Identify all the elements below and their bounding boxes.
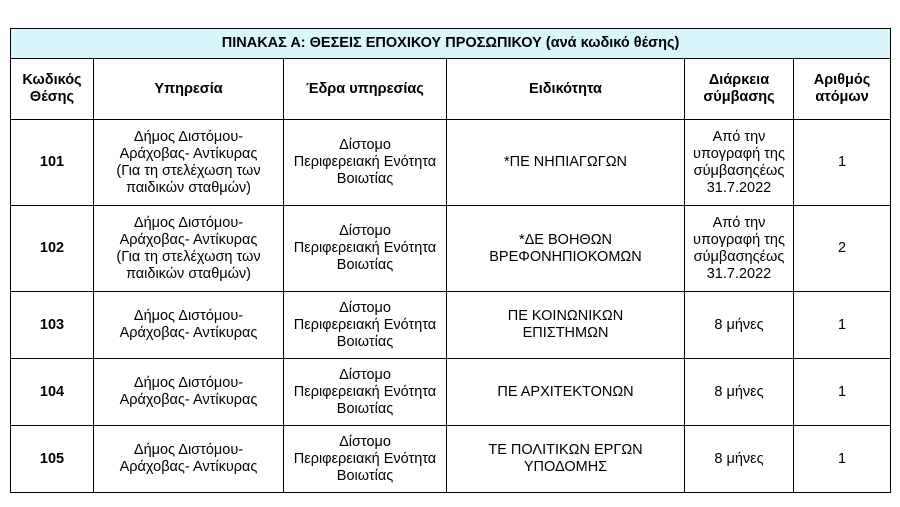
cell-position-code: 102: [11, 206, 94, 292]
cell-line: 31.7.2022: [706, 265, 772, 282]
header-contract-duration: [685, 59, 794, 120]
cell-specialty: [447, 359, 685, 426]
cell-line: (Για τη στελέχωση των: [116, 162, 261, 179]
cell-line: Δήμος Διστόμου-: [133, 128, 244, 145]
cell-line: *ΠΕ ΝΗΠΙΑΓΩΓΩΝ: [503, 154, 628, 170]
cell-position-code: 105: [11, 426, 94, 493]
cell-line: παιδικών σταθμών): [125, 265, 252, 282]
cell-line: Αράχοβας- Αντίκυρας: [119, 145, 258, 162]
cell-service-seat: [284, 426, 447, 493]
cell-line: *ΔΕ ΒΟΗΘΩΝ: [518, 231, 613, 248]
cell-service-seat: [284, 206, 447, 292]
cell-line: ΤΕ ΠΟΛΙΤΙΚΩΝ ΕΡΓΩΝ: [488, 442, 643, 458]
cell-line: 8 μήνες: [714, 316, 764, 333]
cell-line: Δίστομο: [339, 223, 391, 239]
cell-service: [94, 359, 284, 426]
cell-service-seat: [284, 359, 447, 426]
cell-line: Δήμος Διστόμου-: [133, 214, 244, 231]
table-row: [11, 292, 891, 359]
table-row: [11, 206, 891, 292]
header-specialty: Ειδικότητα: [447, 59, 685, 120]
cell-specialty: [447, 120, 685, 206]
cell-service: [94, 206, 284, 292]
table-row: [11, 359, 891, 426]
table-title-row: [11, 29, 891, 59]
header-line: Διάρκεια: [708, 72, 770, 88]
cell-line: Βοιωτίας: [336, 171, 394, 187]
cell-line: Βοιωτίας: [336, 400, 394, 417]
header-line: Αριθμός: [813, 72, 871, 88]
cell-line: Δίστομο: [339, 137, 391, 153]
header-position-code: [11, 59, 94, 120]
cell-line: Αράχοβας- Αντίκυρας: [119, 325, 258, 341]
cell-line: σύμβασηςέως: [693, 248, 785, 265]
cell-service-seat: [284, 292, 447, 359]
cell-line: Περιφερειακή Ενότητα: [293, 154, 437, 170]
cell-line: ΠΕ ΚΟΙΝΩΝΙΚΩΝ: [507, 308, 624, 324]
cell-specialty: [447, 206, 685, 292]
cell-line: υπογραφή της: [693, 145, 785, 162]
cell-line: παιδικών σταθμών): [125, 179, 252, 196]
cell-line: Αράχοβας- Αντίκυρας: [119, 392, 258, 408]
table-body: [11, 120, 891, 493]
cell-number-of-persons: 2: [794, 206, 891, 292]
header-line: Κωδικός: [22, 72, 82, 88]
cell-line: Περιφερειακή Ενότητα: [293, 240, 437, 256]
cell-line: Αράχοβας- Αντίκυρας: [119, 459, 258, 475]
cell-position-code: 101: [11, 120, 94, 206]
cell-number-of-persons: 1: [794, 292, 891, 359]
header-line: ατόμων: [815, 89, 869, 105]
cell-position-code: 103: [11, 292, 94, 359]
cell-line: Από την: [712, 214, 766, 231]
cell-line: (Για τη στελέχωση των: [116, 248, 261, 265]
cell-line: 8 μήνες: [714, 383, 764, 400]
cell-service: [94, 292, 284, 359]
cell-line: Δήμος Διστόμου-: [133, 308, 244, 324]
cell-position-code: 104: [11, 359, 94, 426]
cell-line: 8 μήνες: [714, 450, 764, 467]
cell-contract-duration: [685, 120, 794, 206]
cell-line: Περιφερειακή Ενότητα: [293, 383, 437, 400]
cell-line: Βοιωτίας: [336, 467, 394, 484]
cell-number-of-persons: 1: [794, 359, 891, 426]
cell-line: Βοιωτίας: [336, 333, 394, 350]
table-row: [11, 426, 891, 493]
cell-service: [94, 426, 284, 493]
cell-line: ΠΕ ΑΡΧΙΤΕΚΤΟΝΩΝ: [497, 383, 634, 400]
header-service: Υπηρεσία: [94, 59, 284, 120]
cell-line: ΒΡΕΦΟΝΗΠΙΟΚΟΜΩΝ: [489, 248, 642, 265]
cell-line: Περιφερειακή Ενότητα: [293, 316, 437, 333]
cell-line: Δήμος Διστόμου-: [133, 375, 244, 391]
cell-contract-duration: [685, 292, 794, 359]
cell-specialty: [447, 426, 685, 493]
header-number-of-persons: [794, 59, 891, 120]
cell-service-seat: [284, 120, 447, 206]
cell-line: Δίστομο: [339, 433, 391, 450]
cell-line: Από την: [712, 128, 766, 145]
table-row: [11, 120, 891, 206]
header-service-seat: Έδρα υπηρεσίας: [284, 59, 447, 120]
cell-line: ΥΠΟΔΟΜΗΣ: [523, 459, 608, 475]
cell-contract-duration: [685, 359, 794, 426]
table-title: ΠΙΝΑΚΑΣ Α: ΘΕΣΕΙΣ ΕΠΟΧΙΚΟΥ ΠΡΟΣΩΠΙΚΟΥ (ανά κωδικό θέσης): [11, 29, 891, 59]
cell-line: Δίστομο: [339, 366, 391, 383]
cell-service: [94, 120, 284, 206]
cell-line: ΕΠΙΣΤΗΜΩΝ: [522, 325, 609, 341]
header-line: Θέσης: [29, 89, 75, 105]
cell-line: υπογραφή της: [693, 231, 785, 248]
cell-number-of-persons: 1: [794, 426, 891, 493]
cell-line: Βοιωτίας: [336, 257, 394, 273]
cell-line: 31.7.2022: [706, 179, 772, 196]
cell-line: Δίστομο: [339, 299, 391, 316]
seasonal-staff-table: [10, 28, 891, 493]
cell-line: σύμβασηςέως: [693, 162, 785, 179]
cell-line: Αράχοβας- Αντίκυρας: [119, 231, 258, 248]
cell-specialty: [447, 292, 685, 359]
cell-number-of-persons: 1: [794, 120, 891, 206]
cell-line: Περιφερειακή Ενότητα: [293, 450, 437, 467]
cell-contract-duration: [685, 426, 794, 493]
cell-contract-duration: [685, 206, 794, 292]
table-header-row: [11, 59, 891, 120]
header-line: σύμβασης: [703, 89, 775, 105]
cell-line: Δήμος Διστόμου-: [133, 442, 244, 458]
